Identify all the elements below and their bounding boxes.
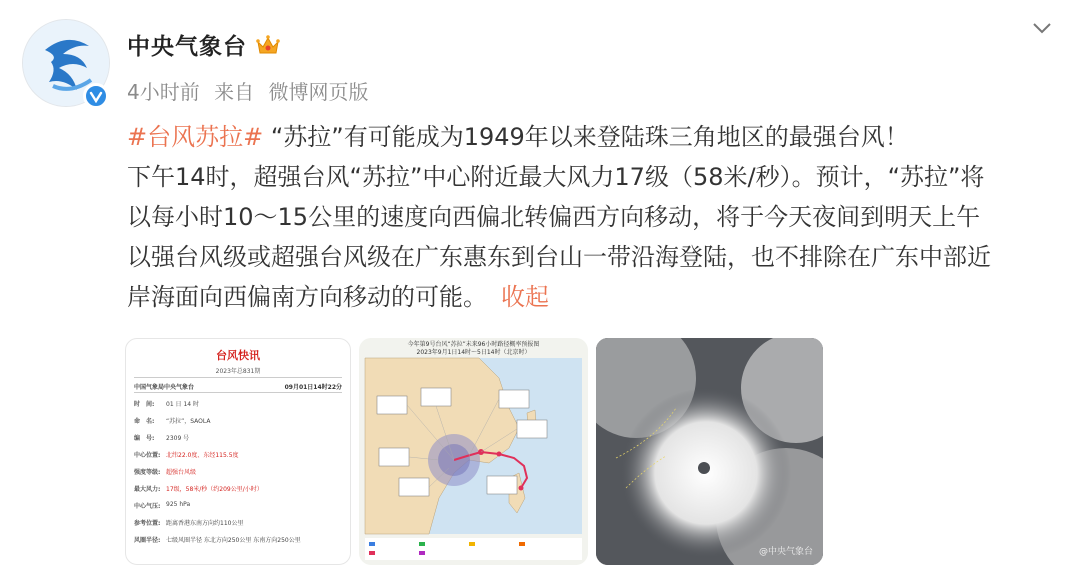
bulletin-header-row (134, 382, 342, 391)
post-line-3: 以每小时10～15公里的速度向西偏北转偏西方向移动，将于今天夜间到明天上午 (127, 203, 981, 231)
bulletin-title: 台风快讯 (216, 349, 260, 362)
bulletin-row (134, 416, 342, 425)
divider (134, 392, 342, 393)
bulletin-row-label: 命 名: (134, 418, 155, 425)
post-time[interactable]: 4小时前 (127, 80, 200, 104)
bulletin-row (134, 433, 342, 442)
bulletin-row (134, 450, 342, 459)
bulletin-row-label: 风圈半径: (134, 537, 161, 544)
bulletin-row-value: 01 日 14 时 (166, 401, 199, 408)
satellite-graphic (596, 338, 823, 565)
source-prefix: 来自 (214, 80, 255, 104)
bulletin-row-label: 最大风力: (134, 486, 161, 493)
collapse-link[interactable]: 收起 (501, 283, 549, 311)
author-name[interactable]: 中央气象台 (127, 34, 247, 60)
post-meta (127, 76, 376, 105)
hashtag-link[interactable]: #台风苏拉# (127, 123, 264, 151)
bulletin-row-value: 距离香港东南方向约110公里 (166, 520, 244, 527)
bulletin-row-label: 时 间: (134, 401, 155, 408)
divider (134, 377, 342, 378)
bulletin-row-label: 参考位置: (134, 520, 161, 527)
image-track-map[interactable] (359, 338, 588, 565)
bulletin-row-label: 中心气压: (134, 503, 161, 510)
post-line-2: 下午14时，超强台风“苏拉”中心附近最大风力17级（58米/秒）。预计，“苏拉”将 (127, 163, 985, 191)
post-source[interactable]: 微博网页版 (268, 80, 369, 104)
post-line-5: 岸海面向西偏南方向移动的可能。 (127, 283, 487, 311)
bulletin-row (134, 399, 342, 408)
bulletin-row (134, 484, 342, 493)
image-typhoon-bulletin[interactable] (125, 338, 351, 565)
bulletin-row-label: 中心位置: (134, 452, 161, 459)
map-title-line-2: 2023年9月1日14时～5日14时（北京时） (416, 349, 531, 356)
track-map-graphic (359, 338, 588, 565)
bulletin-date: 09月01日14时22分 (284, 384, 342, 391)
bulletin-issue: 2023年总831期 (215, 368, 261, 375)
post-line-4: 以强台风级或超强台风级在广东惠东到台山一带沿海登陆，也不排除在广东中部近 (127, 243, 991, 271)
bulletin-row (134, 535, 342, 544)
bulletin-row (134, 518, 342, 527)
verified-badge-icon (83, 83, 109, 109)
bulletin-row (134, 467, 342, 476)
bulletin-org: 中国气象局中央气象台 (134, 384, 195, 391)
bulletin-row-label: 强度等级: (134, 469, 161, 476)
map-title-line-1: 今年第9号台风“苏拉”未来96小时路径概率预报图 (407, 341, 540, 348)
bulletin-row-value: 北纬22.0度、东经115.5度 (166, 452, 239, 459)
bulletin-row-value: 超强台风级 (166, 469, 197, 476)
bulletin-row-value: 2309 号 (166, 435, 190, 442)
image-satellite[interactable] (596, 338, 823, 565)
chevron-down-icon[interactable] (1030, 16, 1054, 40)
bulletin-row-value: 17级，58米/秒（约209公里/小时） (166, 486, 263, 493)
post-line-1: “苏拉”有可能成为1949年以来登陆珠三角地区的最强台风！ (263, 123, 909, 151)
author-row (127, 28, 281, 61)
bulletin-row (134, 501, 342, 510)
bulletin-row-value: 七级风圈半径 东北方向250公里 东南方向250公里 (166, 537, 301, 544)
crown-icon[interactable] (255, 34, 281, 56)
image-watermark: @中央气象台 (758, 547, 813, 557)
bulletin-row-value: “苏拉”，SAOLA (166, 418, 211, 425)
bulletin-row-label: 编 号: (134, 435, 155, 442)
post-text (127, 117, 1057, 317)
bulletin-row-value: 925 hPa (166, 501, 191, 508)
